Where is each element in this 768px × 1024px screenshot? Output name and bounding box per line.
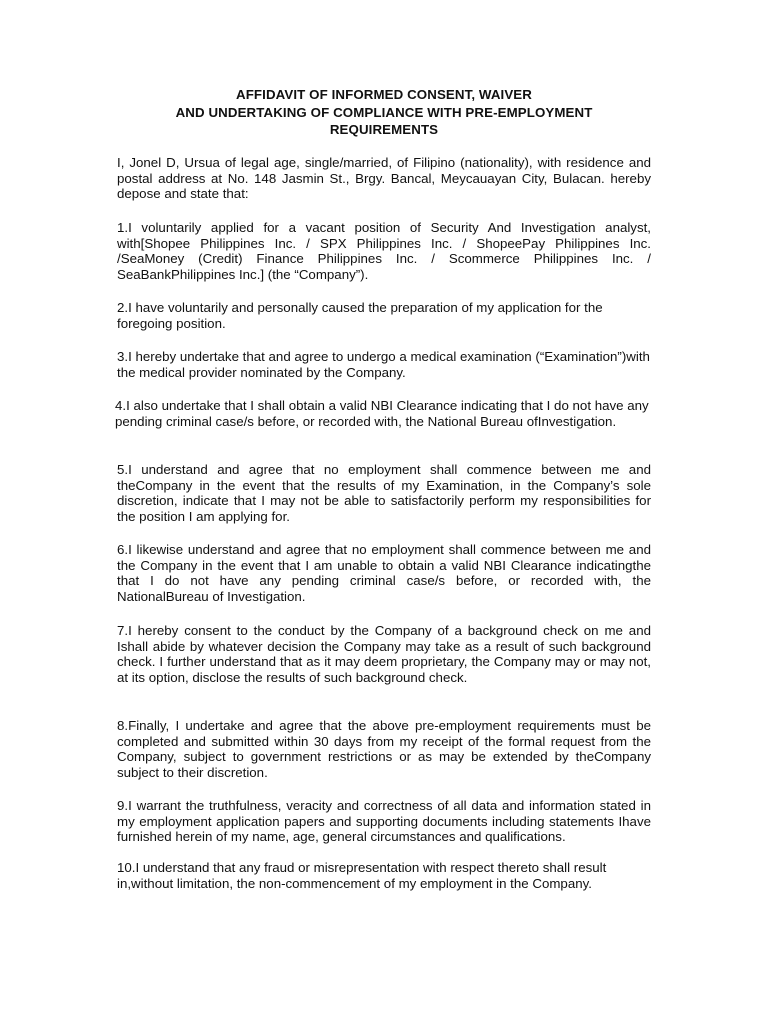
paragraph-item-1: 1.I voluntarily applied for a vacant position of Security And Investigation analyst, with[Shopee Philippines Inc. / SPX Philippines Inc. / ShopeePay Philippines Inc. /SeaMoney (Credit) Finance Philippines Inc. / Scommerce Philippines Inc. / SeaBankPhilippines Inc.] (the “Company”). (117, 220, 651, 282)
paragraph-item-9: 9.I warrant the truthfulness, veracity and correctness of all data and information stated in my employment application papers and supporting documents including statements Ihave furnished herein of my name, age, general circumstances and qualifications. (117, 798, 651, 845)
document-title-line-3: REQUIREMENTS (329, 122, 439, 137)
paragraph-item-7: 7.I hereby consent to the conduct by the Company of a background check on me and Ishall abide by whatever decision the Company may take as a result of such background check. I further understand that as it may deem proprietary, the Company may or may not, at its option, disclose the results of such background check. (117, 623, 651, 685)
document-title-line-1: AFFIDAVIT OF INFORMED CONSENT, WAIVER (236, 87, 532, 102)
paragraph-item-8: 8.Finally, I undertake and agree that the above pre-employment requirements must be completed and submitted within 30 days from my receipt of the formal request from the Company, subject to government restrictions or as may be extended by theCompany subject to their discretion. (117, 718, 651, 780)
paragraph-item-3: 3.I hereby undertake that and agree to undergo a medical examination (“Examination”)with the medical provider nominated by the Company. (117, 349, 650, 380)
paragraph-item-4: 4.I also undertake that I shall obtain a valid NBI Clearance indicating that I do not have any pending criminal case/s before, or recorded with, the National Bureau ofInvestigation. (115, 398, 649, 429)
paragraph-item-5: 5.I understand and agree that no employment shall commence between me and theCompany in the event that the results of my Examination, in the Company’s sole discretion, indicate that I may not be able to satisfactorily perform my responsibilities for the position I am applying for. (117, 462, 651, 524)
intro-paragraph: I, Jonel D, Ursua of legal age, single/married, of Filipino (nationality), with residence and postal address at No. 148 Jasmin St., Brgy. Bancal, Meycauayan City, Bulacan. hereby depose and state that: (117, 155, 651, 202)
paragraph-item-2: 2.I have voluntarily and personally caused the preparation of my application for the foregoing position. (117, 300, 603, 331)
paragraph-item-6: 6.I likewise understand and agree that no employment shall commence between me and the Company in the event that I am unable to obtain a valid NBI Clearance indicatingthe that I do not have any pending criminal case/s before, or recorded with, the NationalBureau of Investigation. (117, 542, 651, 604)
paragraph-item-10: 10.I understand that any fraud or misrepresentation with respect thereto shall result in,without limitation, the non-commencement of my employment in the Company. (117, 860, 607, 891)
document-title-line-2: AND UNDERTAKING OF COMPLIANCE WITH PRE-EMPLOYMENT (175, 105, 593, 120)
